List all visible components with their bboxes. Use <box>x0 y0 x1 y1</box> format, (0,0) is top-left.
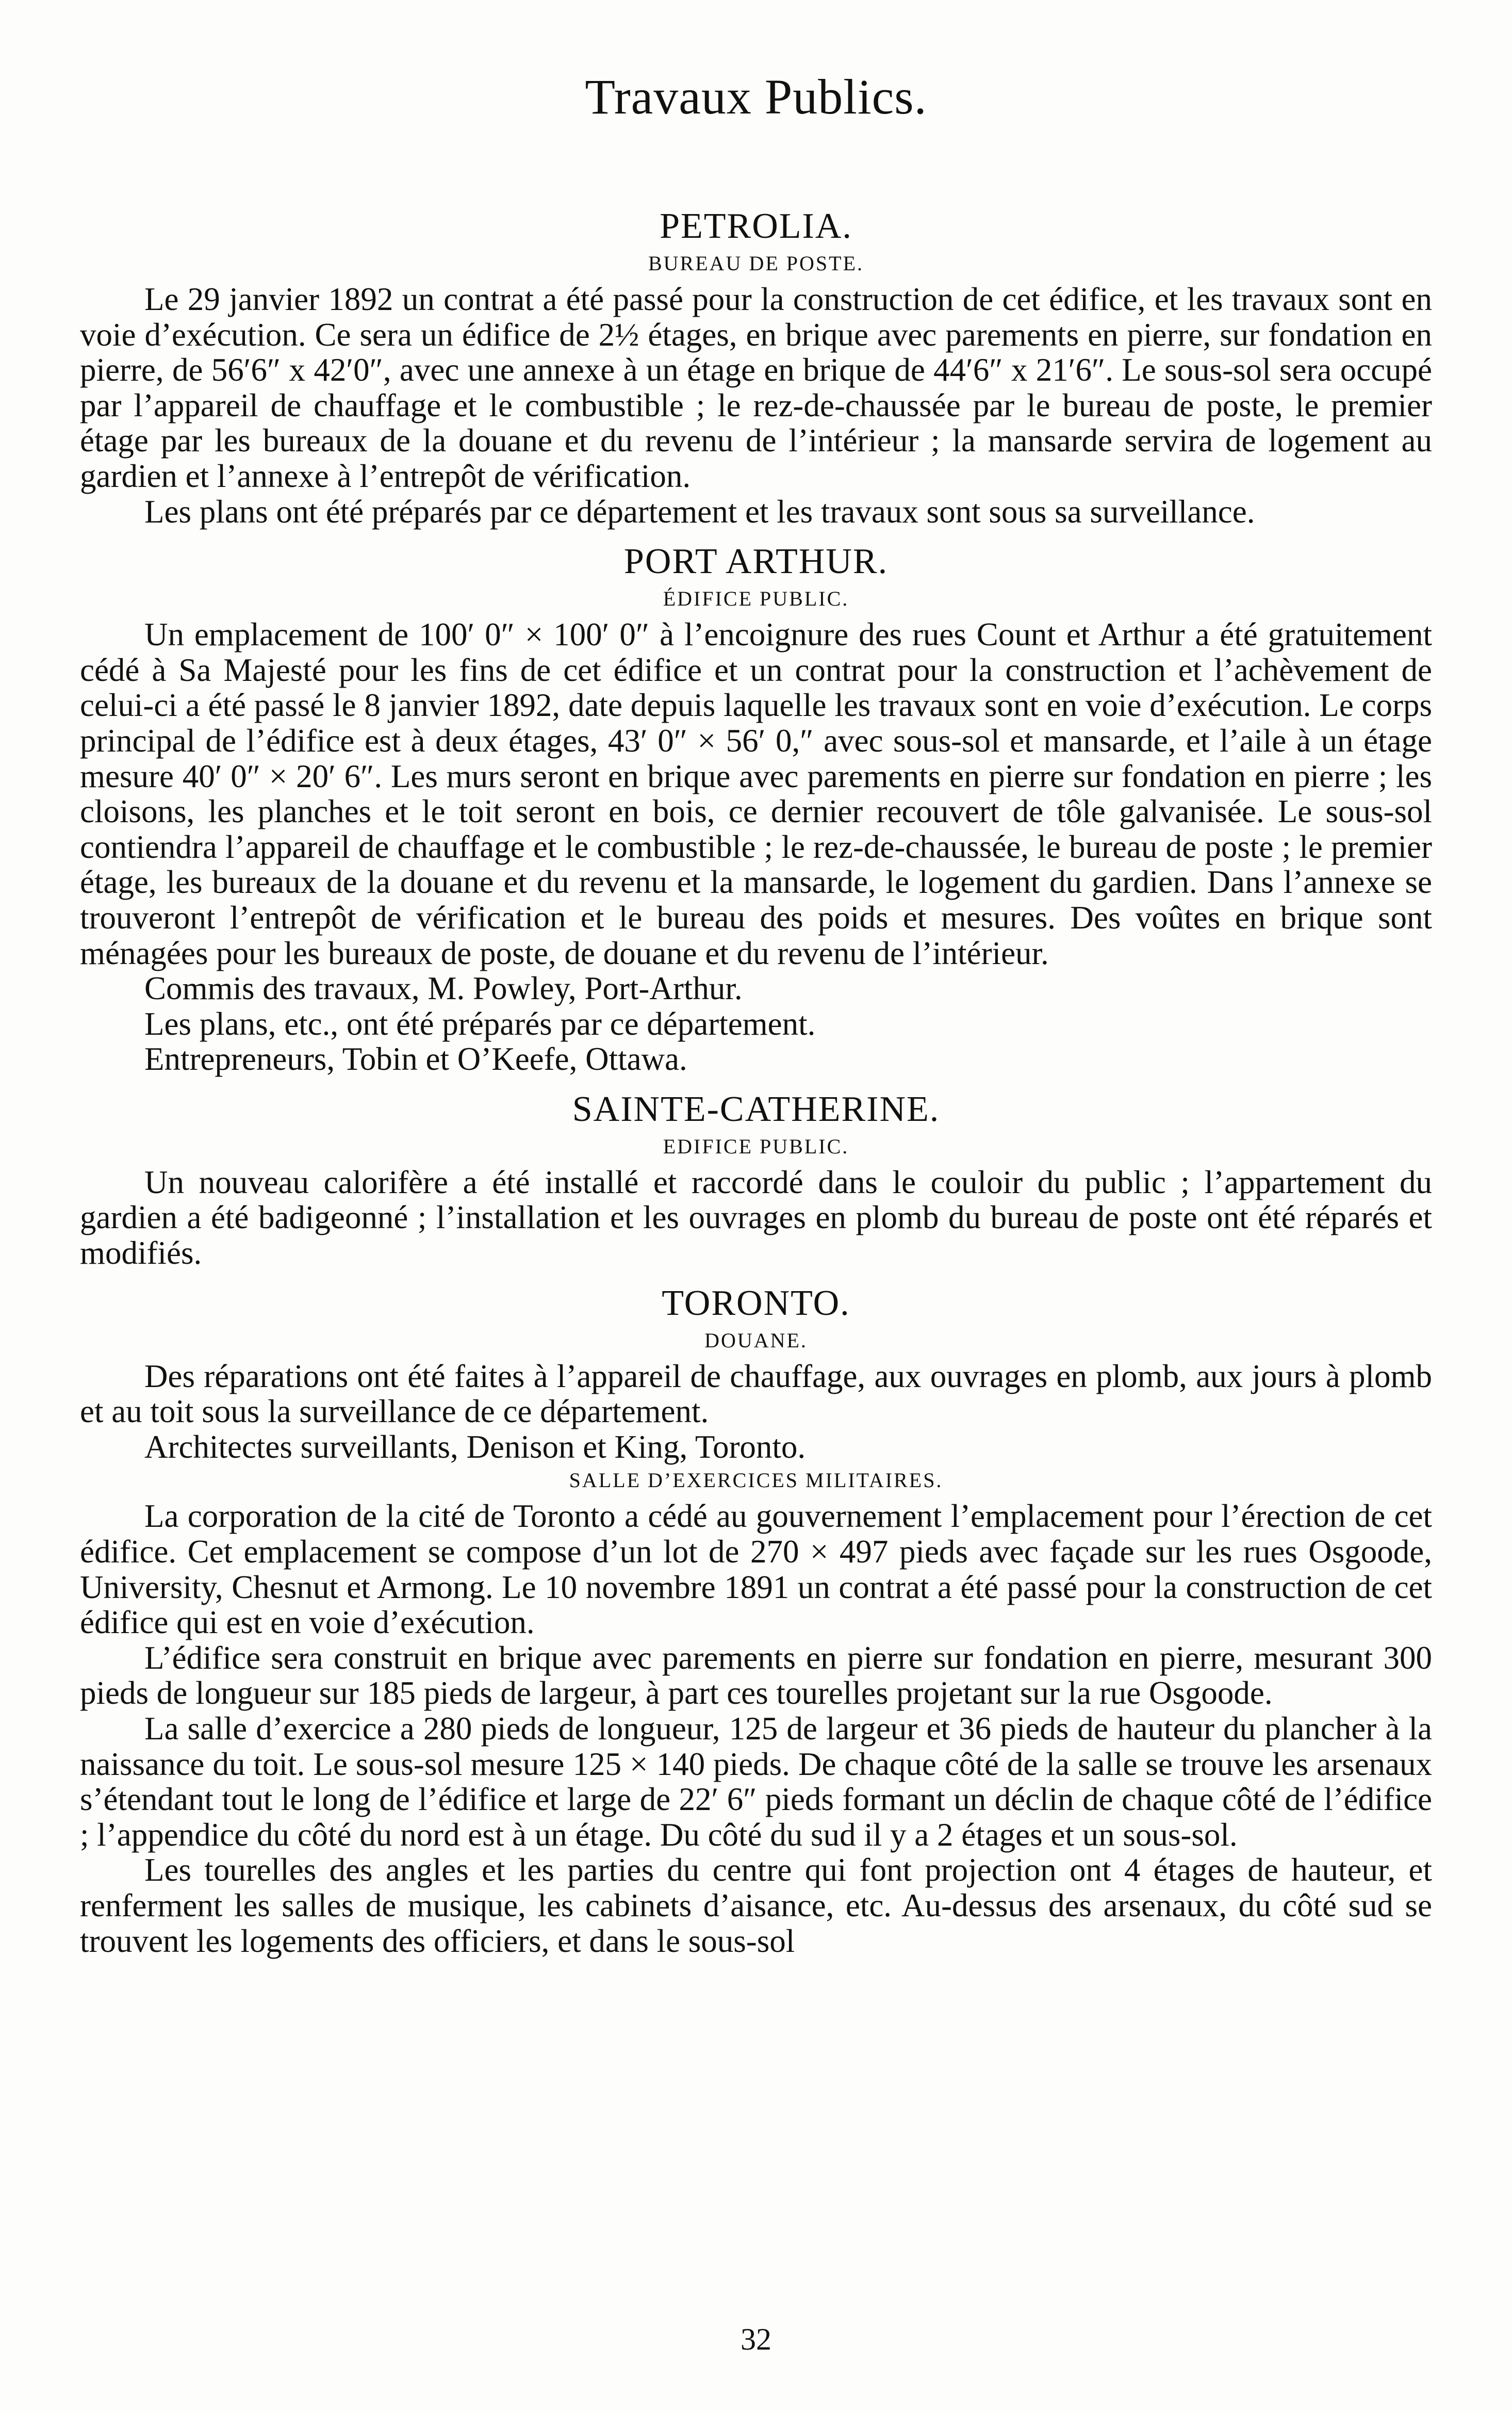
paragraph: Les tourelles des angles et les parties du centre qui font projection ont 4 étages de hauteur, et renferment les salles de musique, les cabinets d’aisance, etc. Au-dessus des arsenaux, du côté sud se trouvent les logements des officiers, et dans le sous-sol <box>80 1852 1432 1959</box>
paragraph: Un emplacement de 100′ 0″ × 100′ 0″ à l’encoignure des rues Count et Arthur a été gratuitement cédé à Sa Majesté pour les fins de cet édifice et un contrat pour la construction et l’achèvement de celui-ci a été passé le 8 janvier 1892, date depuis laquelle les travaux sont en voie d’exécution. Le corps principal de l’édifice est à deux étages, 43′ 0″ × 56′ 0,″ avec sous-sol et mansarde, et l’aile à un étage mesure 40′ 0″ × 20′ 6″. Les murs seront en brique avec parements en pierre sur fondation en pierre ; les cloisons, les planches et le toit seront en bois, ce dernier recouvert de tôle galvanisée. Le sous-sol contiendra l’appareil de chauffage et le combustible ; le rez-de-chaussée, le bureau de poste ; le premier étage, les bureaux de la douane et du revenu et la mansarde, le logement du gardien. Dans l’annexe se trouveront l’entrepôt de vérification et le bureau des poids et mesures. Des voûtes en brique sont ménagées pour les bureaux de poste, de douane et du revenu de l’intérieur. <box>80 616 1432 971</box>
section-toronto <box>80 1282 1432 1959</box>
running-head: Travaux Publics. <box>585 69 927 124</box>
section-title: TORONTO. <box>662 1283 850 1323</box>
section-sainte-catherine <box>80 1088 1432 1271</box>
paragraph: Les plans, etc., ont été préparés par ce département. <box>144 1005 816 1042</box>
section-title: SAINTE-CATHERINE. <box>572 1089 940 1129</box>
subsection-title: DOUANE. <box>704 1328 808 1352</box>
section-title: PORT ARTHUR. <box>623 542 889 582</box>
subsection-title: EDIFICE PUBLIC. <box>663 1134 849 1158</box>
paragraph: L’édifice sera construit en brique avec parements en pierre sur fondation en pierre, mesurant 300 pieds de longueur sur 185 pieds de largeur, à part ces tourelles projetant sur la rue Osgoode. <box>80 1639 1432 1712</box>
subsection-title: ÉDIFICE PUBLIC. <box>663 587 849 611</box>
subsection-title: SALLE D’EXERCICES MILITAIRES. <box>569 1469 943 1492</box>
subsection-title: BUREAU DE POSTE. <box>648 252 864 275</box>
paragraph: Le 29 janvier 1892 un contrat a été passé pour la construction de cet édifice, et les travaux sont en voie d’exécution. Ce sera un édifice de 2½ étages, en brique avec parements en pierre, sur fondation en pierre, de 56′6″ x 42′0″, avec une annexe à un étage en brique de 44′6″ x 21′6″. Le sous-sol sera occupé par l’appareil de chauffage et le combustible ; le rez-de-chaussée par le bureau de poste, le premier étage par les bureaux de la douane et du revenu de l’intérieur ; la mansarde servira de logement au gardien et l’annexe à l’entrepôt de vérification. <box>80 281 1432 494</box>
section-title: PETROLIA. <box>660 206 852 246</box>
paragraph: Les plans ont été préparés par ce département et les travaux sont sous sa surveillance. <box>144 493 1255 530</box>
paragraph: Architectes surveillants, Denison et King, Toronto. <box>144 1428 806 1465</box>
page-number: 32 <box>741 2322 771 2356</box>
paragraph: Des réparations ont été faites à l’appareil de chauffage, aux ouvrages en plomb, aux jours à plomb et au toit sous la surveillance de ce département. <box>80 1358 1432 1430</box>
paragraph: Commis des travaux, M. Powley, Port-Arthur. <box>144 970 743 1007</box>
section-port-arthur <box>80 541 1432 1077</box>
section-petrolia <box>80 205 1432 529</box>
paragraph: Entrepreneurs, Tobin et O’Keefe, Ottawa. <box>144 1041 687 1078</box>
paragraph: La salle d’exercice a 280 pieds de longueur, 125 de largeur et 36 pieds de hauteur du plancher à la naissance du toit. Le sous-sol mesure 125 × 140 pieds. De chaque côté de la salle se trouve les arsenaux s’étendant tout le long de l’édifice et large de 22′ 6″ pieds formant un déclin de chaque côté de l’édifice ; l’appendice du côté du nord est à un étage. Du côté du sud il y a 2 étages et un sous-sol. <box>80 1710 1432 1853</box>
paragraph: Un nouveau calorifère a été installé et raccordé dans le couloir du public ; l’appartement du gardien a été badigeonné ; l’installation et les ouvrages en plomb du bureau de poste ont été réparés et modifiés. <box>80 1164 1432 1272</box>
paragraph: La corporation de la cité de Toronto a cédé au gouvernement l’emplacement pour l’érection de cet édifice. Cet emplacement se compose d’un lot de 270 × 497 pieds avec façade sur les rues Osgoode, University, Chesnut et Armong. Le 10 novembre 1891 un contrat a été passé pour la construction de cet édifice qui est en voie d’exécution. <box>80 1498 1432 1641</box>
